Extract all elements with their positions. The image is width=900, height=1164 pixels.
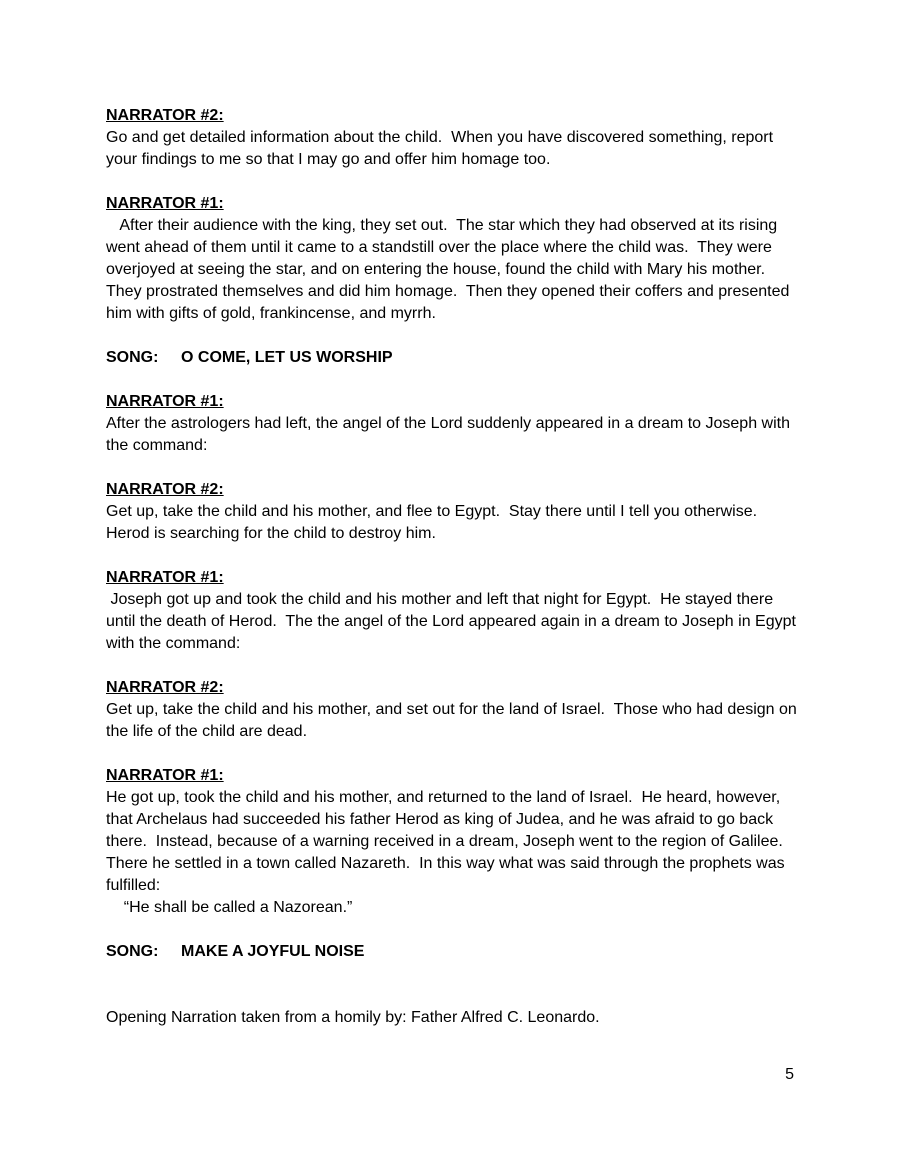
song-title: O COME, LET US WORSHIP	[181, 349, 393, 366]
dialogue-block	[106, 193, 806, 325]
dialogue-text: He got up, took the child and his mother, and returned to the land of Israel. He heard, however, that Archelaus had succeeded his father Herod as king of Judea, and he was afraid to go back there. Instead, because of a warning received in a dream, Joseph went to the region of Galilee. There he settled in a town called Nazareth. In this way what was said through the prophets was fulfilled:	[106, 789, 792, 894]
song-block	[106, 941, 806, 963]
dialogue-block	[106, 765, 806, 919]
song-title: MAKE A JOYFUL NOISE	[181, 943, 365, 960]
script-content	[106, 105, 806, 1029]
speaker-label: NARRATOR #1:	[106, 767, 224, 784]
page-number: 5	[785, 1066, 794, 1083]
song-block	[106, 347, 806, 369]
dialogue-block	[106, 105, 806, 171]
dialogue-block	[106, 567, 806, 655]
dialogue-text: Joseph got up and took the child and his mother and left that night for Egypt. He stayed there until the death of Herod. The the angel of the Lord appeared again in a dream to Joseph in Egypt with the command:	[106, 591, 801, 652]
speaker-label: NARRATOR #2:	[106, 679, 224, 696]
dialogue-text: After their audience with the king, they set out. The star which they had observed at its rising went ahead of them until it came to a standstill over the place where the child was. They were overjoyed at seeing the star, and on entering the house, found the child with Mary his mother. They prostrated themselves and did him homage. Then they opened their coffers and presented him with gifts of gold, frankincense, and myrrh.	[106, 217, 794, 322]
dialogue-block	[106, 391, 806, 457]
speaker-label: NARRATOR #1:	[106, 195, 224, 212]
song-heading	[106, 941, 806, 963]
dialogue-text: Get up, take the child and his mother, and set out for the land of Israel. Those who had design on the life of the child are dead.	[106, 701, 802, 740]
dialogue-text: After the astrologers had left, the angel of the Lord suddenly appeared in a dream to Joseph with the command:	[106, 415, 795, 454]
dialogue-text: Go and get detailed information about the child. When you have discovered something, report your findings to me so that I may go and offer him homage too.	[106, 129, 778, 168]
dialogue-block	[106, 677, 806, 743]
speaker-label: NARRATOR #2:	[106, 107, 224, 124]
quote-text: “He shall be called a Nazorean.”	[106, 899, 353, 916]
song-heading	[106, 347, 806, 369]
song-label: SONG:	[106, 943, 159, 960]
dialogue-text: Get up, take the child and his mother, and flee to Egypt. Stay there until I tell you otherwise. Herod is searching for the child to destroy him.	[106, 503, 766, 542]
credit-line: Opening Narration taken from a homily by: Father Alfred C. Leonardo.	[106, 1009, 600, 1026]
song-label: SONG:	[106, 349, 159, 366]
dialogue-block	[106, 479, 806, 545]
speaker-label: NARRATOR #2:	[106, 481, 224, 498]
speaker-label: NARRATOR #1:	[106, 393, 224, 410]
speaker-label: NARRATOR #1:	[106, 569, 224, 586]
